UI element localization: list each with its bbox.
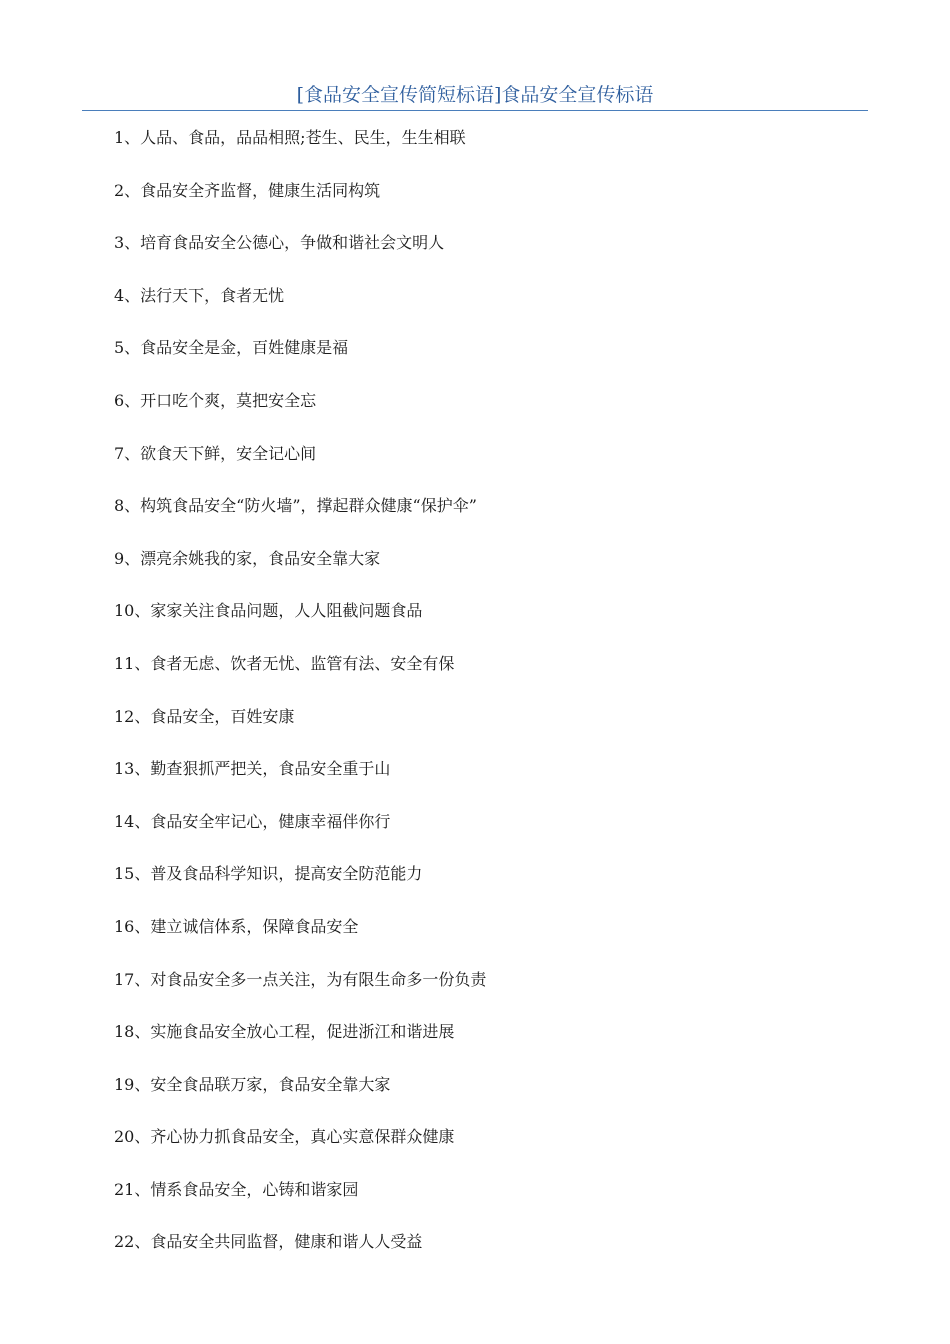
slogan-item-18: 18、实施食品安全放心工程，促进浙江和谐进展 [114,1022,455,1042]
page-title: [食品安全宣传简短标语]食品安全宣传标语 [296,84,654,106]
page-header [82,80,868,111]
slogan-item-22: 22、食品安全共同监督，健康和谐人人受益 [114,1232,423,1252]
slogan-item-17: 17、对食品安全多一点关注，为有限生命多一份负责 [114,969,487,989]
slogan-item-20: 20、齐心协力抓食品安全，真心实意保群众健康 [114,1127,455,1147]
slogan-item-14: 14、食品安全牢记心，健康幸福伴你行 [114,811,391,831]
slogan-item-9: 9、漂亮余姚我的家，食品安全靠大家 [114,548,381,568]
slogan-item-12: 12、食品安全，百姓安康 [114,706,295,726]
slogan-item-4: 4、法行天下，食者无忧 [114,285,285,305]
slogan-item-8: 8、构筑食品安全“防火墙”，撑起群众健康“保护伞” [114,496,477,516]
slogan-item-7: 7、欲食天下鲜，安全记心间 [114,443,317,463]
slogan-item-13: 13、勤查狠抓严把关，食品安全重于山 [114,759,391,779]
slogan-item-1: 1、人品、食品，品品相照;苍生、民生，生生相联 [114,128,466,147]
slogan-item-16: 16、建立诚信体系，保障食品安全 [114,916,359,936]
slogan-item-21: 21、情系食品安全，心铸和谐家园 [114,1179,359,1199]
slogan-item-2: 2、食品安全齐监督，健康生活同构筑 [114,180,381,200]
slogan-list [114,126,486,1283]
slogan-item-11: 11、食者无虑、饮者无忧、监管有法、安全有保 [114,653,455,673]
slogan-item-15: 15、普及食品科学知识，提高安全防范能力 [114,864,423,884]
slogan-item-19: 19、安全食品联万家，食品安全靠大家 [114,1074,391,1094]
slogan-item-5: 5、食品安全是金，百姓健康是福 [114,338,349,358]
slogan-item-6: 6、开口吃个爽，莫把安全忘 [114,390,317,410]
slogan-item-10: 10、家家关注食品问题，人人阻截问题食品 [114,601,423,621]
slogan-item-3: 3、培育食品安全公德心，争做和谐社会文明人 [114,233,445,253]
